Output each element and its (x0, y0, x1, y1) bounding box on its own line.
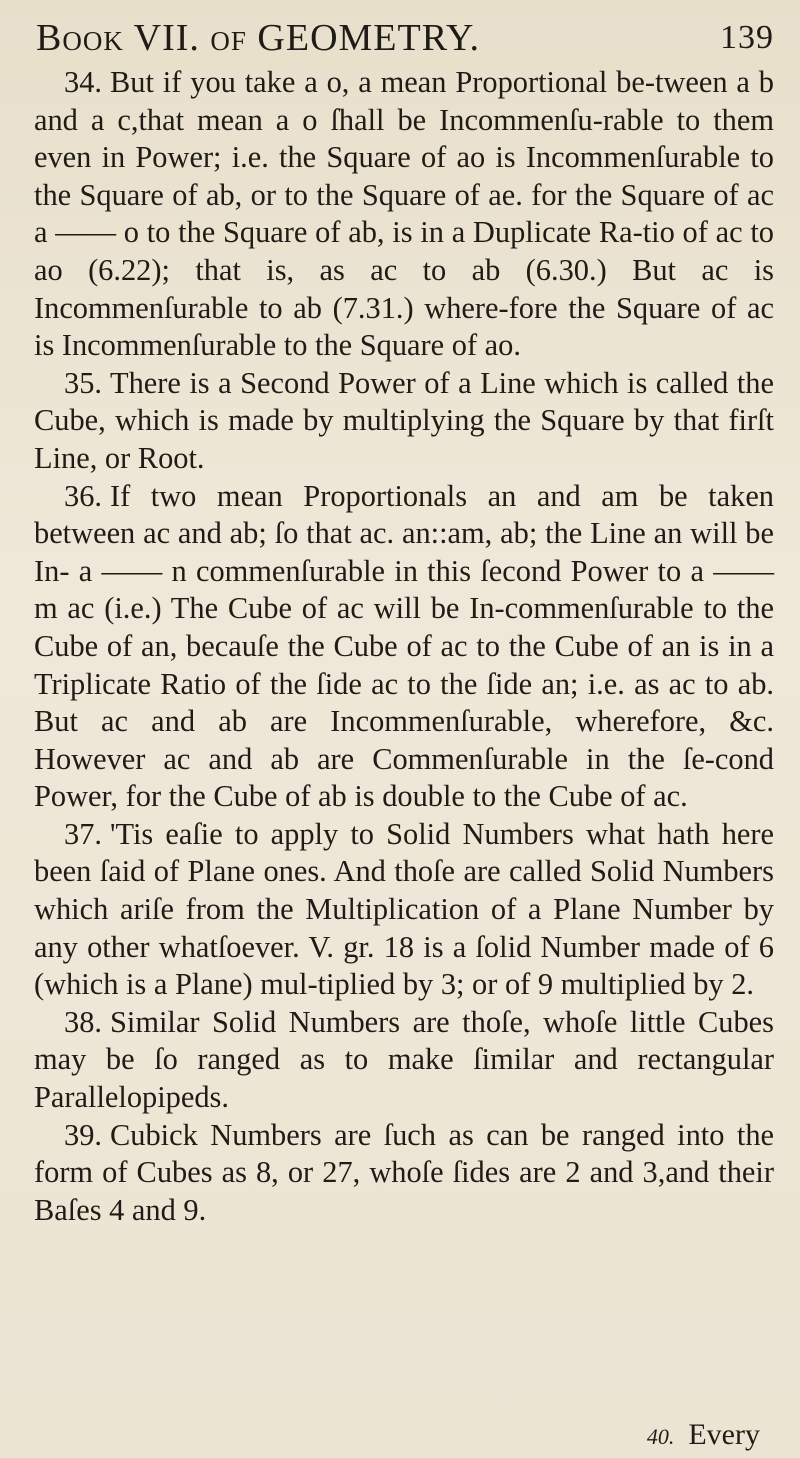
catchword-footer (647, 1418, 760, 1452)
body-text (34, 64, 774, 1229)
paragraph-38 (34, 1004, 774, 1117)
catchword: Every (688, 1418, 760, 1451)
paragraph-number: 34. (64, 65, 102, 99)
paragraph-text: But if you take a o, a mean Proportional be-tween a b and a c,that mean a o ſhall be Incommenſu-rable to them even in Power; i.e. the Square of ao is Incommenſurable to the Square of ab, or to the Square of ae. for the Square of ac a —— o to the Square of ab, is in a Duplicate Ra-tio of ac to ao (6.22); that is, as ac to ab (6.30.) But ac is Incommenſurable to ab (7.31.) where-fore the Square of ac is Incommenſurable to the Square of ao. (34, 65, 774, 363)
paragraph-35 (34, 365, 774, 478)
paragraph-text: There is a Second Power of a Line which is called the Cube, which is made by multiplying the Square by that firſt Line, or Root. (34, 365, 774, 475)
paragraph-text: Similar Solid Numbers are thoſe, whoſe little Cubes may be ſo ranged as to make ſimilar and rectangular Parallelopipeds. (34, 1004, 774, 1115)
paragraph-number: 35. (64, 365, 102, 400)
page-number: 139 (720, 19, 774, 56)
paragraph-text: Cubick Numbers are ſuch as can be ranged into the form of Cubes as 8, or 27, whoſe ſides are 2 and 3,and their Baſes 4 and 9. (34, 1117, 774, 1227)
paragraph-39 (34, 1117, 774, 1230)
paragraph-number: 39. (64, 1117, 102, 1152)
running-head: Book VII. of GEOMETRY. (36, 17, 481, 59)
paragraph-number: 37. (64, 816, 102, 851)
paragraph-number: 38. (64, 1004, 102, 1039)
paragraph-text: 'Tis eaſie to apply to Solid Numbers what hath here been ſaid of Plane ones. And thoſe are called Solid Numbers which ariſe from the Multiplication of a Plane Number by any other whatſoever. V. gr. 18 is a ſolid Number made of 6 (which is a Plane) mul-tiplied by 3; or of 9 multiplied by 2. (34, 816, 774, 1002)
paragraph-text: If two mean Proportionals an and am be taken between ac and ab; ſo that ac. an::am, ab; the Line an will be In- a —— n commenſurable in this ſecond Power to a —— m ac (i.e.) The Cube of ac will be In-commenſurable to the Cube of an, becauſe the Cube of ac to the Cube of an is in a Triplicate Ratio of the ſide ac to the ſide an; i.e. as ac to ab. But ac and ab are Incommenſurable, wherefore, &c. However ac and ab are Commenſurable in the ſe-cond Power, for the Cube of ab is double to the Cube of ac. (34, 478, 774, 814)
page-header (36, 10, 774, 66)
paragraph-37 (34, 816, 774, 1004)
paragraph-34 (34, 64, 774, 365)
paragraph-number: 36. (64, 478, 102, 513)
signature-mark: 40. (646, 1424, 675, 1449)
paragraph-36 (34, 478, 774, 816)
